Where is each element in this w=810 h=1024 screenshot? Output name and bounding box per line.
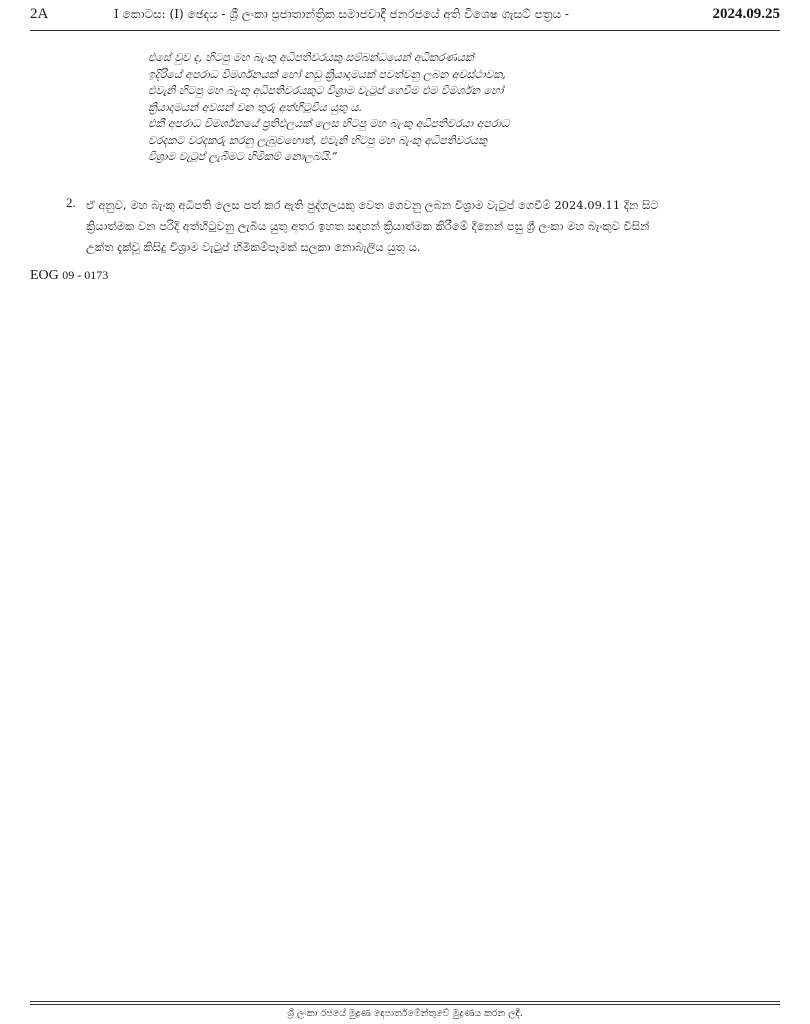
clause-line: ක්‍රියාත්මක වන පරිදි අත්හිටුවනු ලැබිය යුතු අතර ඉහත සඳහන් ක්‍රියාත්මක කිරීමේ දිනෙන් පසු ශ්‍රී ලංකා මහ බැංකුව විසින් [86,219,650,233]
footer-divider-bottom [30,1004,780,1005]
gazette-date: 2024.09.25 [712,6,780,22]
page-header [30,6,780,28]
quote-line: එකී අපරාධ විමර්ශනයේ ප්‍රතිඵලයක් ලෙස හිටපු මහ බැංකු අධිපතිවරයා අපරාධ [148,117,510,130]
clause-number: 2. [66,195,76,210]
quote-line: එසේ වුව ද, හිටපු මහ බැංකු අධිපතිවරයකු සම්බන්ධයෙන් අධිකරණයක් [148,51,474,64]
quoted-provision [148,50,588,166]
quote-line: වරදකට වරදකරු කරනු ලැබුවහොත්, එවැනි හිටපු මහ බැංකු අධිපතිවරයකු [148,133,488,147]
reference-prefix: EOG [30,268,59,283]
clause-line: උක්ත දැක්වූ කිසිදු විශ්‍රාම වැටුප් හිමිකම්පෑමක් සලකා නොබැලිය යුතු ය. [86,240,421,254]
page-number: 2A [30,6,49,22]
gazette-title: I කොටස: (I) ඡෙදය - ශ්‍රී ලංකා ප්‍රජාතාන්ත්‍රික සමාජවාදී ජනරජයේ අති විශෙෂ ගැසට් පත්‍රය - [114,7,569,21]
printer-imprint: ශ්‍රී ලංකා රජයේ මුද්‍රණ දෙපාර්තමේන්තුවේ මුද්‍රණය කරන ලදී. [287,1008,523,1019]
clause-line: ඒ අනුව, මහ බැංකු අධිපති ලෙස පත් කර ඇති පුද්ගලයකු වෙත ගෙවනු ලබන විශ්‍රාම වැටුප් ගෙවීම් 2024.09.11 දින සිට [86,198,659,212]
quote-line: විශ්‍රාම වැටුප් ලැබීමට හිමිකම් නොලබයි.” [148,150,338,163]
quote-line: ඉදිරියේ අපරාධ විමර්ශනයක් හෝ නඩු ක්‍රියාදාමයක් පවත්වනු ලබන අවස්ථාවක, [148,67,506,81]
quote-line: එවැනි හිටපු මහ බැංකු අධිපතිවරයකුට විශ්‍රාම වැටුප් ගෙවීම එම විමර්ශන හෝ [148,84,504,97]
footer-divider-top [30,1001,780,1002]
clause-body [86,195,780,258]
quote-line: ක්‍රියාදාමයන් අවසන් වන තුරු අත්හිටුවිය යුතු ය. [148,100,362,114]
reference-code [30,268,108,284]
header-divider [30,30,780,31]
reference-number: 09 - 0173 [62,268,109,282]
